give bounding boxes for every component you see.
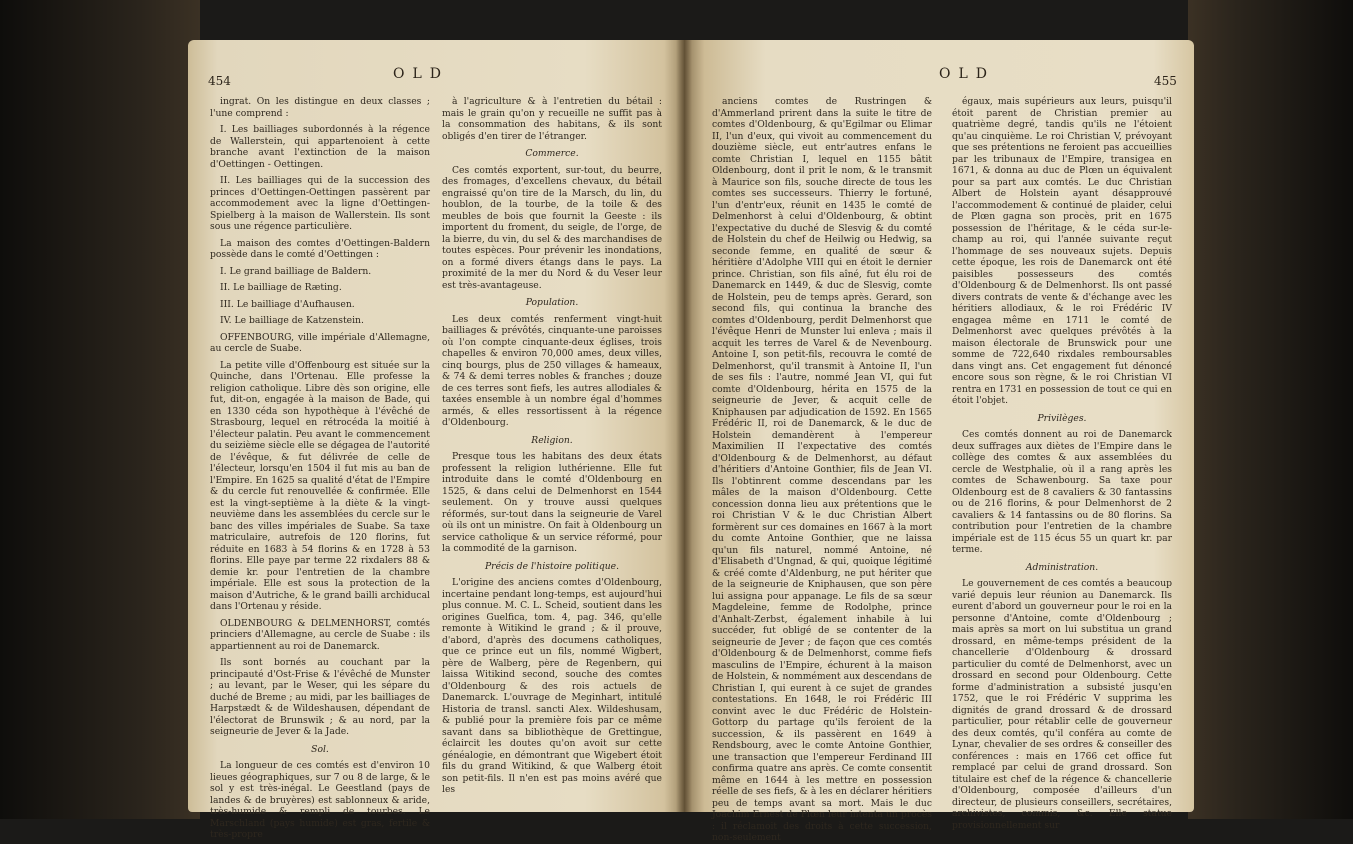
section-heading: Sol. (311, 743, 329, 755)
text-column-2 (952, 96, 1172, 831)
paragraph: égaux, mais supérieurs aux leurs, puisqu'il étoit parent de Christian premier au quatrième degré, tandis qu'ils ne l'étoient qu'au cinquième. Le roi Christian V, prévoyant que ses prétentions ne feroient pas accueillies par les tribunaux de l'Empire, transigea en 1671, & donna au duc de Plœn un équivalent pour sa part aux comtés. Le duc Christian Albert de Holstein ayant désapprouvé l'accommodement & continué de plaider, celui de Plœn gagna son procès, prit en 1675 possession de l'héritage, & le céda sur-le-champ au roi, qui l'année suivante reçut l'hommage de ses nouveaux sujets. Depuis cette époque, les rois de Danemarck ont été paisibles possesseurs des comtés d'Oldenbourg & de Delmenhorst. Ils ont passé divers contrats de vente & d'échange avec les héritiers allodiaux, & le roi Frédéric IV engagea même en 1711 le comté de Delmenhorst avec quelques prévôtés à la maison électorale de Brunswick pour une somme de 722,640 rixdales remboursables dans vingt ans. Cet engagement fut dénoncé encore sous son règne, & le roi Christian VI rentra en 1731 en possession de tout ce qui en étoit l'objet. (952, 96, 1172, 406)
page-number: 454 (208, 74, 231, 88)
paragraph: Presque tous les habitans des deux états professent la religion luthérienne. Elle fut introduite dans le comté d'Oldenbourg en 1525, & dans celui de Delmenhorst en 1544 seulement. On y trouve aussi quelques réformés, sur-tout dans la seigneurie de Varel où ils ont un ministre. On fait à Oldenbourg un service catholique & un service réformé, pour la commodité de la garnison. (442, 451, 662, 554)
paragraph: III. Le bailliage d'Aufhausen. (220, 298, 355, 310)
paragraph: OFFENBOURG, ville impériale d'Allemagne, au cercle de Suabe. (210, 331, 430, 354)
left-page (188, 40, 684, 840)
section-heading: Précis de l'histoire politique. (485, 560, 619, 572)
section-heading: Population. (525, 297, 579, 308)
paragraph: Ces comtés exportent, sur-tout, du beurre, des fromages, d'excellens chevaux, du bétail engraissé qu'on tire de la Marsch, du lin, du houblon, de la tourbe, de la toile & des meubles de bois que fournit la Geeste : ils importent du froment, du seigle, de l'orge, de la bierre, du vin, du sel & des marchandises de toutes espèces. Pour prévenir les inondations, on a formé divers étangs dans le pays. La proximité de la mer du Nord & du Veser leur est très-avantageuse. (442, 164, 663, 291)
section-heading: Privilèges. (1037, 412, 1087, 424)
paragraph: II. Les bailliages qui de la succession des princes d'Oettingen-Oettingen passèrent par accommodement avec la ligne d'Oettingen-Spielberg à la maison de Wallerstein. Ils sont sous une régence particulière. (210, 175, 430, 232)
paragraph: Ils sont bornés au couchant par la principauté d'Ost-Frise & l'évêché de Munster ; au levant, par le Weser, qui les sépare du duché de Breme ; au midi, par les bailliages de Harpstædt & de Wildeshausen, dépendant de l'électorat de Brunswik ; & au nord, par la seigneurie de Jever & la Jade. (210, 657, 430, 737)
paragraph: OLDENBOURG & DELMENHORST, comtés princiers d'Allemagne, au cercle de Suabe : ils appartiennent au roi de Danemarck. (210, 617, 430, 652)
right-page (684, 40, 1194, 843)
text-column-1 (210, 96, 430, 840)
running-head: OLD (393, 66, 449, 82)
book-gutter (676, 40, 692, 812)
paragraph: Ces comtés donnent au roi de Danemarck deux suffrages aux diètes de l'Empire dans le collège des comtes & aux assemblées du cercle de Westphalie, où il a rang après les comtes de Schawenbourg. Sa taxe pour Oldenbourg est de 8 cavaliers & 30 fantassins ou de 216 florins, & pour Delmenhorst de 2 cavaliers & 14 fantassins ou de 80 florins. Sa contribution pour l'entretien de la chambre impériale est de 115 écus 55 un quart kr. par terme. (952, 429, 1172, 555)
paragraph: La maison des comtes d'Oettingen-Baldern possède dans le comté d'Oettingen : (210, 237, 430, 260)
paragraph: I. Les bailliages subordonnés à la régence de Wallerstein, qui appartenoient à cette branche avant l'extinction de la maison d'Oettingen - Oettingen. (210, 124, 430, 170)
running-head: OLD (939, 66, 995, 82)
paragraph: IV. Le bailliage de Katzenstein. (220, 315, 364, 326)
paragraph: La petite ville d'Offenbourg est située sur la Quinche, dans l'Ortenau. Elle professe la religion catholique. Libre dès son origine, elle fut, dit-on, engagée à la maison de Bade, qui en 1330 céda son hypothèque à l'évêché de Strasbourg, lequel en rétrocéda la moitié à l'électeur palatin. Peu avant le commencement du seizième siècle elle se dégagea de l'autorité de l'évêque, & fut délivrée de celle de l'électeur, lorsqu'en 1504 il fut mis au ban de l'Empire. En 1625 sa qualité d'état de l'Empire & du cercle fut renouvellée & confirmée. Elle est la vingt-septième à la diète & la vingt-neuvième dans les assemblées du cercle sur le banc des villes impériales de Suabe. Sa taxe matriculaire, autrefois de 120 florins, fut réduite en 1683 à 54 florins & en 1728 à 53 florins. Elle paye par terme 22 rixdalers 88 & demie kr. pour l'entretien de la chambre impériale. Elle est sous la protection de la maison d'Autriche, & le grand bailli archiducal dans l'Ortenau y réside. (210, 359, 430, 612)
paragraph: à l'agriculture & à l'entretien du bétail : mais le grain qu'on y recueille ne suffit pas à la consommation des habitans, & ils sont obligés d'en tirer de l'étranger. (442, 96, 662, 142)
text-column-1 (712, 96, 932, 843)
paragraph: La longueur de ces comtés est d'environ 10 lieues géographiques, sur 7 ou 8 de large, & le sol y est très-inégal. Le Geestland (pays de landes & de bruyères) est sablonneux & aride, très-humide & rempli de tourbes. Le Marschland (pays humide) est gras, fertile & très-propre (210, 760, 430, 840)
page-number: 455 (1154, 74, 1177, 88)
text-column-2 (442, 96, 662, 796)
section-heading: Commerce. (525, 148, 579, 159)
paragraph: II. Le bailliage de Ræting. (220, 282, 342, 293)
paragraph: L'origine des anciens comtes d'Oldenbourg, incertaine pendant long-temps, est aujourd'hui plus connue. M. C. L. Scheid, soutient dans les origines Guelfica, tom. 4, pag. 346, qu'elle remonte à Witikind le grand ; & il prouve, d'abord, d'après des documens catholiques, que ce prince eut un fils, nommé Wigbert, père de Walberg, père de Regenbern, qui laissa Witikind second, souche des comtes d'Oldenbourg & des rois actuels de Danemarck. L'ouvrage de Meginhart, intitulé Historia de transl. sancti Alex. Wildeshusam, & publié pour la première fois par ce même savant dans sa bibliothèque de Grettingue, éclaircit les doutes qu'on avoit sur cette généalogie, en démontrant que Wigebert étoit fils du grand Witikind, & que Walberg étoit son petit-fils. Il n'en est pas moins avéré que les (442, 577, 662, 795)
book-cover-right (1188, 0, 1353, 819)
paragraph: Les deux comtés renferment vingt-huit bailliages & prévôtés, cinquante-une paroisses où l'on compte cinquante-deux églises, trois chapelles & environ 70,000 ames, deux villes, cinq bourgs, plus de 250 villages & hameaux, & 74 & demi terres nobles & franches ; douze de ces terres sont fiefs, les autres allodiales & taxées ensemble à un nombre égal d'hommes armés, & elles ressortissent à la régence d'Oldenbourg. (442, 313, 662, 428)
paragraph: anciens comtes de Rustringen & d'Ammerland prirent dans la suite le titre de comtes d'Oldenbourg, & qu'Egilmar ou Elimar II, l'un d'eux, qui vivoit au commencement du douzième siècle, eut entr'autres enfans le comte Christian I, lequel en 1155 bâtit Oldenbourg, dont il prit le nom, & le transmit à Maurice son fils, souche directe de tous les comtes ses successeurs. Thierry le fortuné, l'un d'entr'eux, réunit en 1435 le comté de Delmenhorst à celui d'Oldenbourg, & obtint l'expectative du duché de Slesvig & du comté de Holstein du chef de Heilwig ou Hedwig, sa seconde femme, en qualité de sœur & héritière d'Adolphe VIII qui en étoit le dernier prince. Christian, son fils aîné, fut élu roi de Danemarck en 1449, & duc de Slesvig, comte de Holstein, peu de temps après. Gerard, son second fils, qui continua la branche des comtes d'Oldenbourg, perdit Delmenhorst que l'évêque Henri de Munster lui enleva ; mais il acquit les terres de Varel & de Nevenbourg. Antoine I, son petit-fils, recouvra le comté de Delmenhorst, qu'il transmit à Antoine II, l'un de ses fils : l'autre, nommé Jean VI, qui fut comte d'Oldenbourg, hérita en 1575 de la seigneurie de Jever, & acquit celle de Kniphausen par adjudication de 1592. En 1565 Frédéric II, roi de Danemarck, & le duc de Holstein demandèrent à l'empereur Maximilien II l'expectative des comtés d'Oldenbourg & de Delmenhorst, au défaut d'héritiers d'Antoine Gonthier, fils de Jean VI. Ils l'obtinrent comme descendans par les mâles de la maison d'Oldenbourg. Cette concession donna lieu aux prétentions que le roi Christian V & le duc Christian Albert formèrent sur ces domaines en 1667 à la mort du comte Antoine Gonthier, que ne laissa qu'un fils naturel, nommé Antoine, né d'Elisabeth d'Ungnad, & qui, quoique légitimé & créé comte d'Aldenburg, ne put hériter que de la seigneurie de Kniphausen, que son père lui assigna pour appanage. Le fils de sa sœur Magdeleine, femme de Rodolphe, prince d'Anhalt-Zerbst, également inhabile à lui succéder, fut obligé de se contenter de la seigneurie de Jever ; de façon que ces comtés d'Oldenbourg & de Delmenhorst, comme fiefs masculins de l'Empire, échurent à la maison de Holstein, & nommément aux descendans de Christian I, qui eurent à ce sujet de grandes contestations. En 1648, le roi Frédéric III convint avec le duc Frédéric de Holstein-Gottorp du partage qu'ils feroient de la succession, & ils passèrent en 1649 à Rendsbourg, avec le comte Antoine Gonthier, une transaction que l'empereur Ferdinand III confirma quatre ans après. Ce comte consentit même en 1644 à les mettre en possession réelle de ses fiefs, & à les en déclarer héritiers peu de temps avant sa mort. Mais le duc Joachim Ernest de Plœn leur intenta un procès : il réclamoit des droits à cette succession, non-seulement (712, 96, 932, 843)
section-heading: Administration. (1025, 561, 1099, 573)
paragraph: I. Le grand bailliage de Baldern. (220, 265, 372, 277)
paragraph: ingrat. On les distingue en deux classes ; l'une comprend : (210, 96, 430, 119)
section-heading: Religion. (531, 434, 573, 446)
paragraph: Le gouvernement de ces comtés a beaucoup varié depuis leur réunion au Danemarck. Ils eurent d'abord un gouverneur pour le roi en la personne d'Antoine, comte d'Oldenbourg ; mais après sa mort on lui substitua un grand drossard, en même-temps président de la chancellerie d'Oldenbourg & drossard particulier du comté de Delmenhorst, avec un drossard en second pour Oldenbourg. Cette forme d'administration a subsisté jusqu'en 1752, que le roi Frédéric V supprima les dignités de grand drossard & de drossard particulier, pour rétablir celle de gouverneur des deux comtés, qu'il conféra au comte de Lynar, chevalier de ses ordres & conseiller des conférences : mais en 1766 cet office fut remplacé par celui de grand drossard. Son titulaire est chef de la régence & chancellerie d'Oldenbourg, composée d'ailleurs d'un directeur, de plusieurs conseillers, secrétaires, archivistes, commis, &c. Elle statue provisionnellement sur (952, 578, 1172, 831)
book-cover-left (0, 0, 200, 819)
